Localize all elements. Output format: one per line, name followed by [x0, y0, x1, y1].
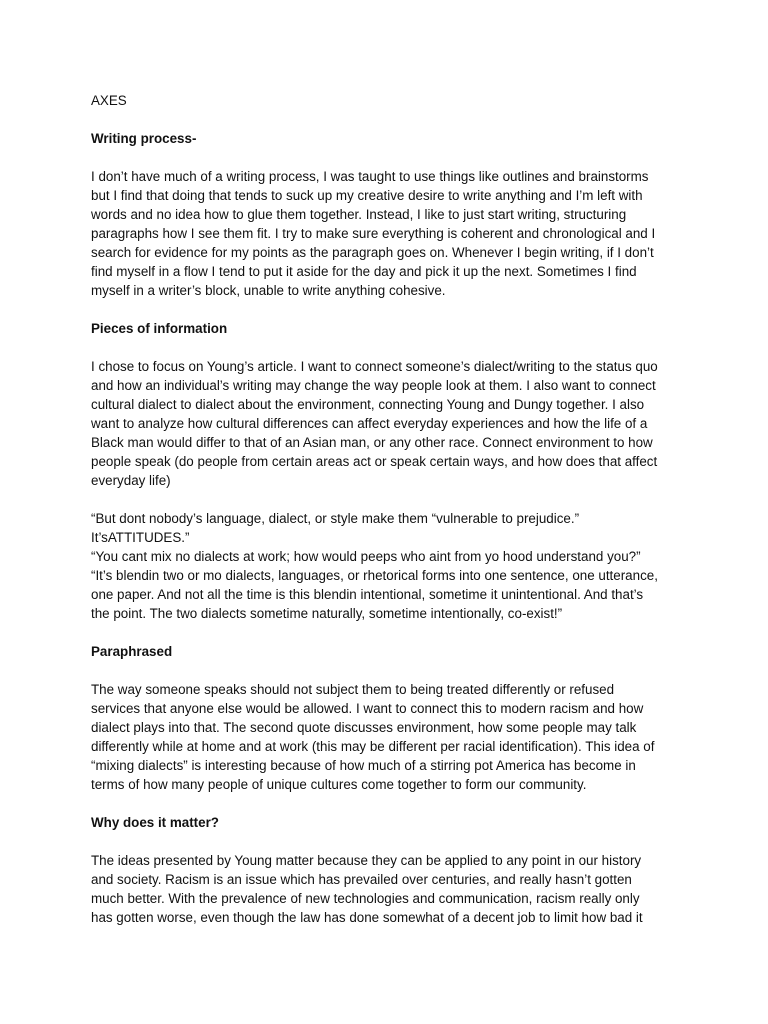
- text-line: “mixing dialects” is interesting because of how much of a stirring pot America has become in: [91, 758, 636, 773]
- text-line: paragraphs how I see them fit. I try to make sure everything is coherent and chronological and I: [91, 226, 656, 241]
- quote-line: It’sATTITUDES.”: [91, 530, 190, 545]
- document-title: AXES: [91, 93, 127, 108]
- text-line: services that anyone else would be allowed. I want to connect this to modern racism and how: [91, 701, 644, 716]
- text-line: myself in a writer’s block, unable to write anything cohesive.: [91, 283, 446, 298]
- text-line: and how an individual’s writing may change the way people look at them. I also want to connect: [91, 378, 656, 393]
- text-line: search for evidence for my points as the paragraph goes on. Whenever I begin writing, if I don’t: [91, 245, 654, 260]
- text-line: dialect plays into that. The second quote discusses environment, how some people may talk: [91, 720, 637, 735]
- quote-line: “You cant mix no dialects at work; how would peeps who aint from yo hood understand you?”: [91, 549, 641, 564]
- section-heading-why-does-it-matter: Why does it matter?: [91, 815, 219, 830]
- paragraph-writing-process: [91, 167, 681, 300]
- quote-line: the point. The two dialects sometime naturally, sometime intentionally, co-exist!”: [91, 606, 563, 621]
- text-line: The way someone speaks should not subject them to being treated differently or refused: [91, 682, 615, 697]
- text-line: but I find that doing that tends to suck up my creative desire to write anything and I’m left with: [91, 188, 643, 203]
- text-line: much better. With the prevalence of new technologies and communication, racism really only: [91, 891, 640, 906]
- text-line: has gotten worse, even though the law has done somewhat of a decent job to limit how bad it: [91, 910, 643, 925]
- text-line: Black man would differ to that of an Asian man, or any other race. Connect environment to how: [91, 435, 653, 450]
- text-line: want to analyze how cultural differences can affect everyday experiences and how the life of a: [91, 416, 648, 431]
- section-heading-pieces-of-information: Pieces of information: [91, 321, 228, 336]
- text-line: differently while at home and at work (this may be different per racial identification). This idea of: [91, 739, 655, 754]
- paragraph-why-does-it-matter: [91, 851, 681, 927]
- quote-line: “But dont nobody’s language, dialect, or style make them “vulnerable to prejudice.”: [91, 511, 580, 526]
- text-line: people speak (do people from certain areas act or speak certain ways, and how does that affect: [91, 454, 658, 469]
- paragraph-quotes: [91, 509, 681, 623]
- text-line: everyday life): [91, 473, 171, 488]
- quote-line: “It’s blendin two or mo dialects, languages, or rhetorical forms into one sentence, one utterance,: [91, 568, 658, 583]
- paragraph-paraphrased: [91, 680, 681, 794]
- text-line: cultural dialect to dialect about the environment, connecting Young and Dungy together. I also: [91, 397, 645, 412]
- section-heading-paraphrased: Paraphrased: [91, 644, 173, 659]
- text-line: words and no idea how to glue them together. Instead, I like to just start writing, structuring: [91, 207, 627, 222]
- document-body: [91, 91, 681, 946]
- text-line: find myself in a flow I tend to put it aside for the day and pick it up the next. Sometimes I find: [91, 264, 637, 279]
- text-line: I don’t have much of a writing process, I was taught to use things like outlines and brainstorms: [91, 169, 649, 184]
- section-heading-writing-process: Writing process-: [91, 131, 197, 146]
- text-line: The ideas presented by Young matter because they can be applied to any point in our history: [91, 853, 642, 868]
- paragraph-pieces-of-information: [91, 357, 681, 490]
- text-line: and society. Racism is an issue which has prevailed over centuries, and really hasn’t gotten: [91, 872, 632, 887]
- text-line: terms of how many people of unique cultures come together to form our community.: [91, 777, 587, 792]
- quote-line: one paper. And not all the time is this blendin intentional, sometime it unintentional. And that’s: [91, 587, 644, 602]
- text-line: I chose to focus on Young’s article. I want to connect someone’s dialect/writing to the status quo: [91, 359, 658, 374]
